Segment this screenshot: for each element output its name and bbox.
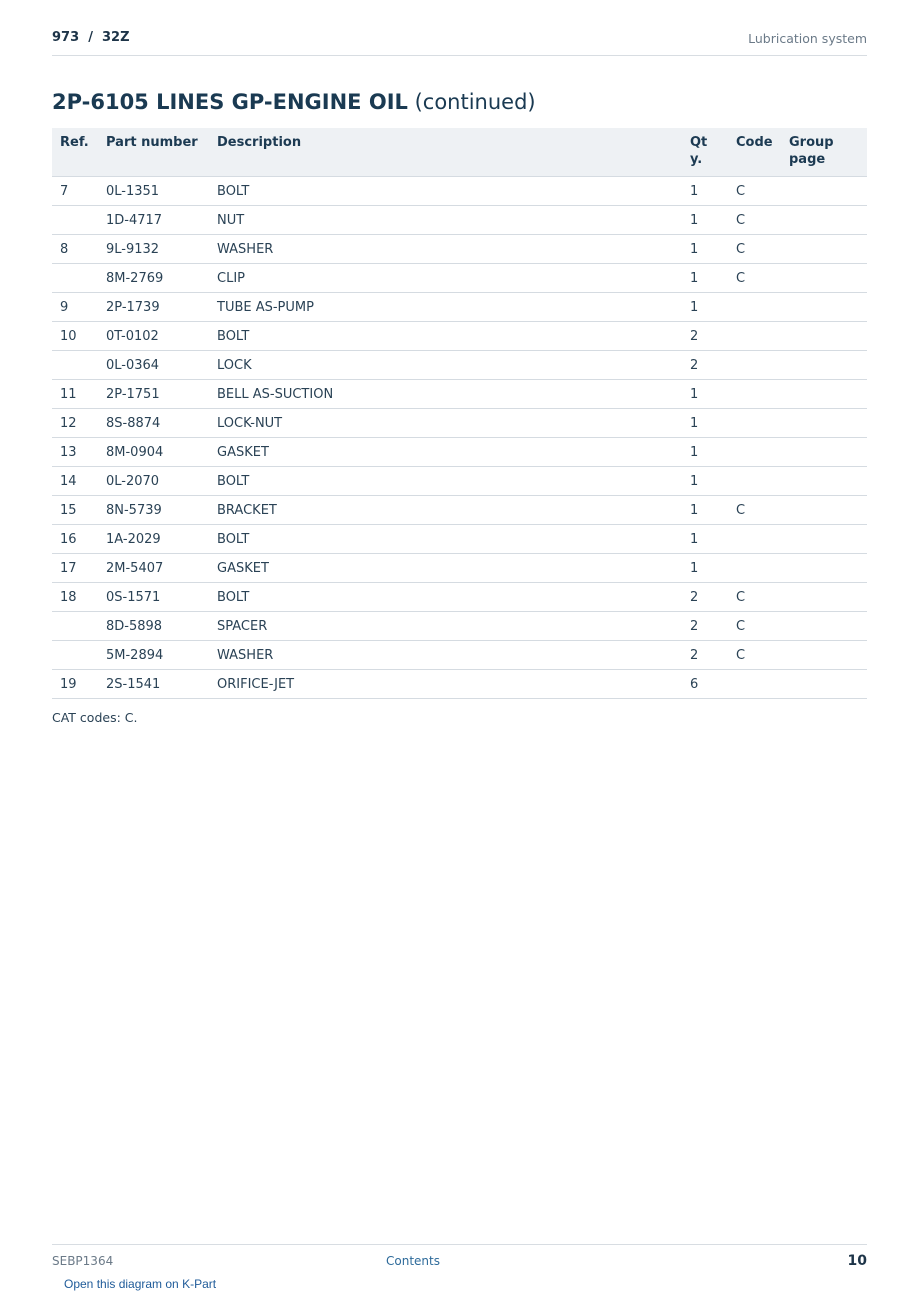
cell-group-page [781, 583, 867, 612]
cell-part-number: 0L-1351 [98, 177, 209, 206]
cell-group-page [781, 641, 867, 670]
contents-link[interactable]: Contents [386, 1254, 440, 1268]
cell-ref: 8 [52, 235, 98, 264]
cell-ref [52, 612, 98, 641]
cell-qty: 1 [682, 177, 728, 206]
cell-qty: 1 [682, 438, 728, 467]
cell-part-number: 0L-0364 [98, 351, 209, 380]
table-row [52, 467, 867, 496]
header-separator: / [88, 30, 93, 45]
cell-group-page [781, 612, 867, 641]
cell-code: C [728, 264, 781, 293]
cell-part-number: 2S-1541 [98, 670, 209, 699]
section-name: Lubrication system [748, 31, 867, 46]
cell-part-number: 2P-1739 [98, 293, 209, 322]
cell-qty: 2 [682, 583, 728, 612]
cell-ref: 12 [52, 409, 98, 438]
cell-ref [52, 264, 98, 293]
table-header-row [52, 128, 867, 177]
cell-group-page [781, 177, 867, 206]
cell-description: SPACER [209, 612, 682, 641]
table-row [52, 525, 867, 554]
table-row [52, 554, 867, 583]
cell-ref: 9 [52, 293, 98, 322]
cell-qty: 1 [682, 235, 728, 264]
column-header-part-number: Part number [98, 128, 209, 177]
cell-group-page [781, 293, 867, 322]
page-title [52, 90, 536, 114]
cell-group-page [781, 438, 867, 467]
cell-qty: 1 [682, 380, 728, 409]
cell-code: C [728, 235, 781, 264]
cell-ref [52, 206, 98, 235]
table-row [52, 612, 867, 641]
cell-code [728, 554, 781, 583]
table-row [52, 264, 867, 293]
cell-code [728, 293, 781, 322]
cat-codes-note: CAT codes: C. [52, 710, 138, 725]
cell-description: BRACKET [209, 496, 682, 525]
cell-ref: 14 [52, 467, 98, 496]
cell-description: WASHER [209, 235, 682, 264]
cell-qty: 2 [682, 641, 728, 670]
cell-part-number: 2M-5407 [98, 554, 209, 583]
cell-part-number: 8D-5898 [98, 612, 209, 641]
cell-description: LOCK-NUT [209, 409, 682, 438]
cell-group-page [781, 467, 867, 496]
page-footer [52, 1244, 867, 1301]
cell-group-page [781, 351, 867, 380]
title-main: 2P-6105 LINES GP-ENGINE OIL [52, 90, 408, 114]
cell-ref: 13 [52, 438, 98, 467]
open-diagram-link[interactable]: Open this diagram on K-Part [64, 1277, 217, 1291]
table-row [52, 583, 867, 612]
cell-ref: 11 [52, 380, 98, 409]
cell-code: C [728, 612, 781, 641]
cell-ref: 7 [52, 177, 98, 206]
cell-description: WASHER [209, 641, 682, 670]
cell-description: CLIP [209, 264, 682, 293]
cell-part-number: 8M-0904 [98, 438, 209, 467]
page-header [52, 28, 867, 56]
table-row [52, 177, 867, 206]
table-row [52, 641, 867, 670]
cell-qty: 2 [682, 322, 728, 351]
cell-group-page [781, 235, 867, 264]
cell-part-number: 5M-2894 [98, 641, 209, 670]
cell-code [728, 380, 781, 409]
cell-part-number: 1D-4717 [98, 206, 209, 235]
table-row [52, 351, 867, 380]
parts-table-body [52, 177, 867, 699]
cell-description: NUT [209, 206, 682, 235]
cell-code: C [728, 177, 781, 206]
serial-prefix: 32Z [102, 30, 130, 45]
cell-description: GASKET [209, 554, 682, 583]
cell-description: BOLT [209, 583, 682, 612]
cell-ref [52, 351, 98, 380]
cell-code [728, 322, 781, 351]
cell-group-page [781, 554, 867, 583]
cell-group-page [781, 206, 867, 235]
column-header-code: Code [728, 128, 781, 177]
cell-ref: 19 [52, 670, 98, 699]
cell-qty: 1 [682, 409, 728, 438]
cell-description: BOLT [209, 177, 682, 206]
cell-description: TUBE AS-PUMP [209, 293, 682, 322]
cell-group-page [781, 380, 867, 409]
cell-description: BOLT [209, 322, 682, 351]
column-header-description: Description [209, 128, 682, 177]
document-id: SEBP1364 [52, 1254, 114, 1268]
cell-description: ORIFICE-JET [209, 670, 682, 699]
model-prefix [52, 30, 130, 45]
title-suffix: (continued) [414, 90, 536, 114]
cell-qty: 1 [682, 293, 728, 322]
cell-part-number: 8N-5739 [98, 496, 209, 525]
cell-code [728, 670, 781, 699]
cell-qty: 1 [682, 554, 728, 583]
page-number: 10 [847, 1253, 867, 1269]
cell-qty: 1 [682, 206, 728, 235]
cell-part-number: 2P-1751 [98, 380, 209, 409]
cell-code [728, 409, 781, 438]
qty-header-text: Qty. [690, 135, 708, 167]
table-row [52, 322, 867, 351]
cell-part-number: 1A-2029 [98, 525, 209, 554]
cell-ref: 17 [52, 554, 98, 583]
cell-code [728, 438, 781, 467]
cell-code: C [728, 641, 781, 670]
column-header-group-page: Group page [781, 128, 867, 177]
table-row [52, 496, 867, 525]
cell-description: GASKET [209, 438, 682, 467]
cell-ref: 15 [52, 496, 98, 525]
cell-group-page [781, 264, 867, 293]
cell-qty: 6 [682, 670, 728, 699]
cell-qty: 1 [682, 264, 728, 293]
cell-qty: 1 [682, 525, 728, 554]
parts-table [52, 128, 867, 699]
cell-group-page [781, 409, 867, 438]
cell-part-number: 0L-2070 [98, 467, 209, 496]
cell-group-page [781, 496, 867, 525]
cell-description: BOLT [209, 467, 682, 496]
cell-qty: 1 [682, 496, 728, 525]
cell-group-page [781, 525, 867, 554]
cell-code: C [728, 206, 781, 235]
cell-qty: 1 [682, 467, 728, 496]
table-row [52, 438, 867, 467]
cell-ref: 16 [52, 525, 98, 554]
cell-code [728, 525, 781, 554]
table-row [52, 409, 867, 438]
cell-group-page [781, 670, 867, 699]
model-number: 973 [52, 30, 80, 45]
cell-code: C [728, 583, 781, 612]
column-header-qty [682, 128, 728, 177]
cell-part-number: 8S-8874 [98, 409, 209, 438]
cell-description: BOLT [209, 525, 682, 554]
table-row [52, 293, 867, 322]
cell-ref: 18 [52, 583, 98, 612]
table-row [52, 380, 867, 409]
table-row [52, 206, 867, 235]
cell-part-number: 0T-0102 [98, 322, 209, 351]
cell-ref: 10 [52, 322, 98, 351]
cell-description: LOCK [209, 351, 682, 380]
cell-part-number: 0S-1571 [98, 583, 209, 612]
column-header-ref: Ref. [52, 128, 98, 177]
cell-qty: 2 [682, 612, 728, 641]
table-row [52, 670, 867, 699]
cell-part-number: 8M-2769 [98, 264, 209, 293]
cell-code [728, 467, 781, 496]
cell-ref [52, 641, 98, 670]
cell-description: BELL AS-SUCTION [209, 380, 682, 409]
table-row [52, 235, 867, 264]
cell-qty: 2 [682, 351, 728, 380]
cell-group-page [781, 322, 867, 351]
cell-code [728, 351, 781, 380]
cell-code: C [728, 496, 781, 525]
cell-part-number: 9L-9132 [98, 235, 209, 264]
